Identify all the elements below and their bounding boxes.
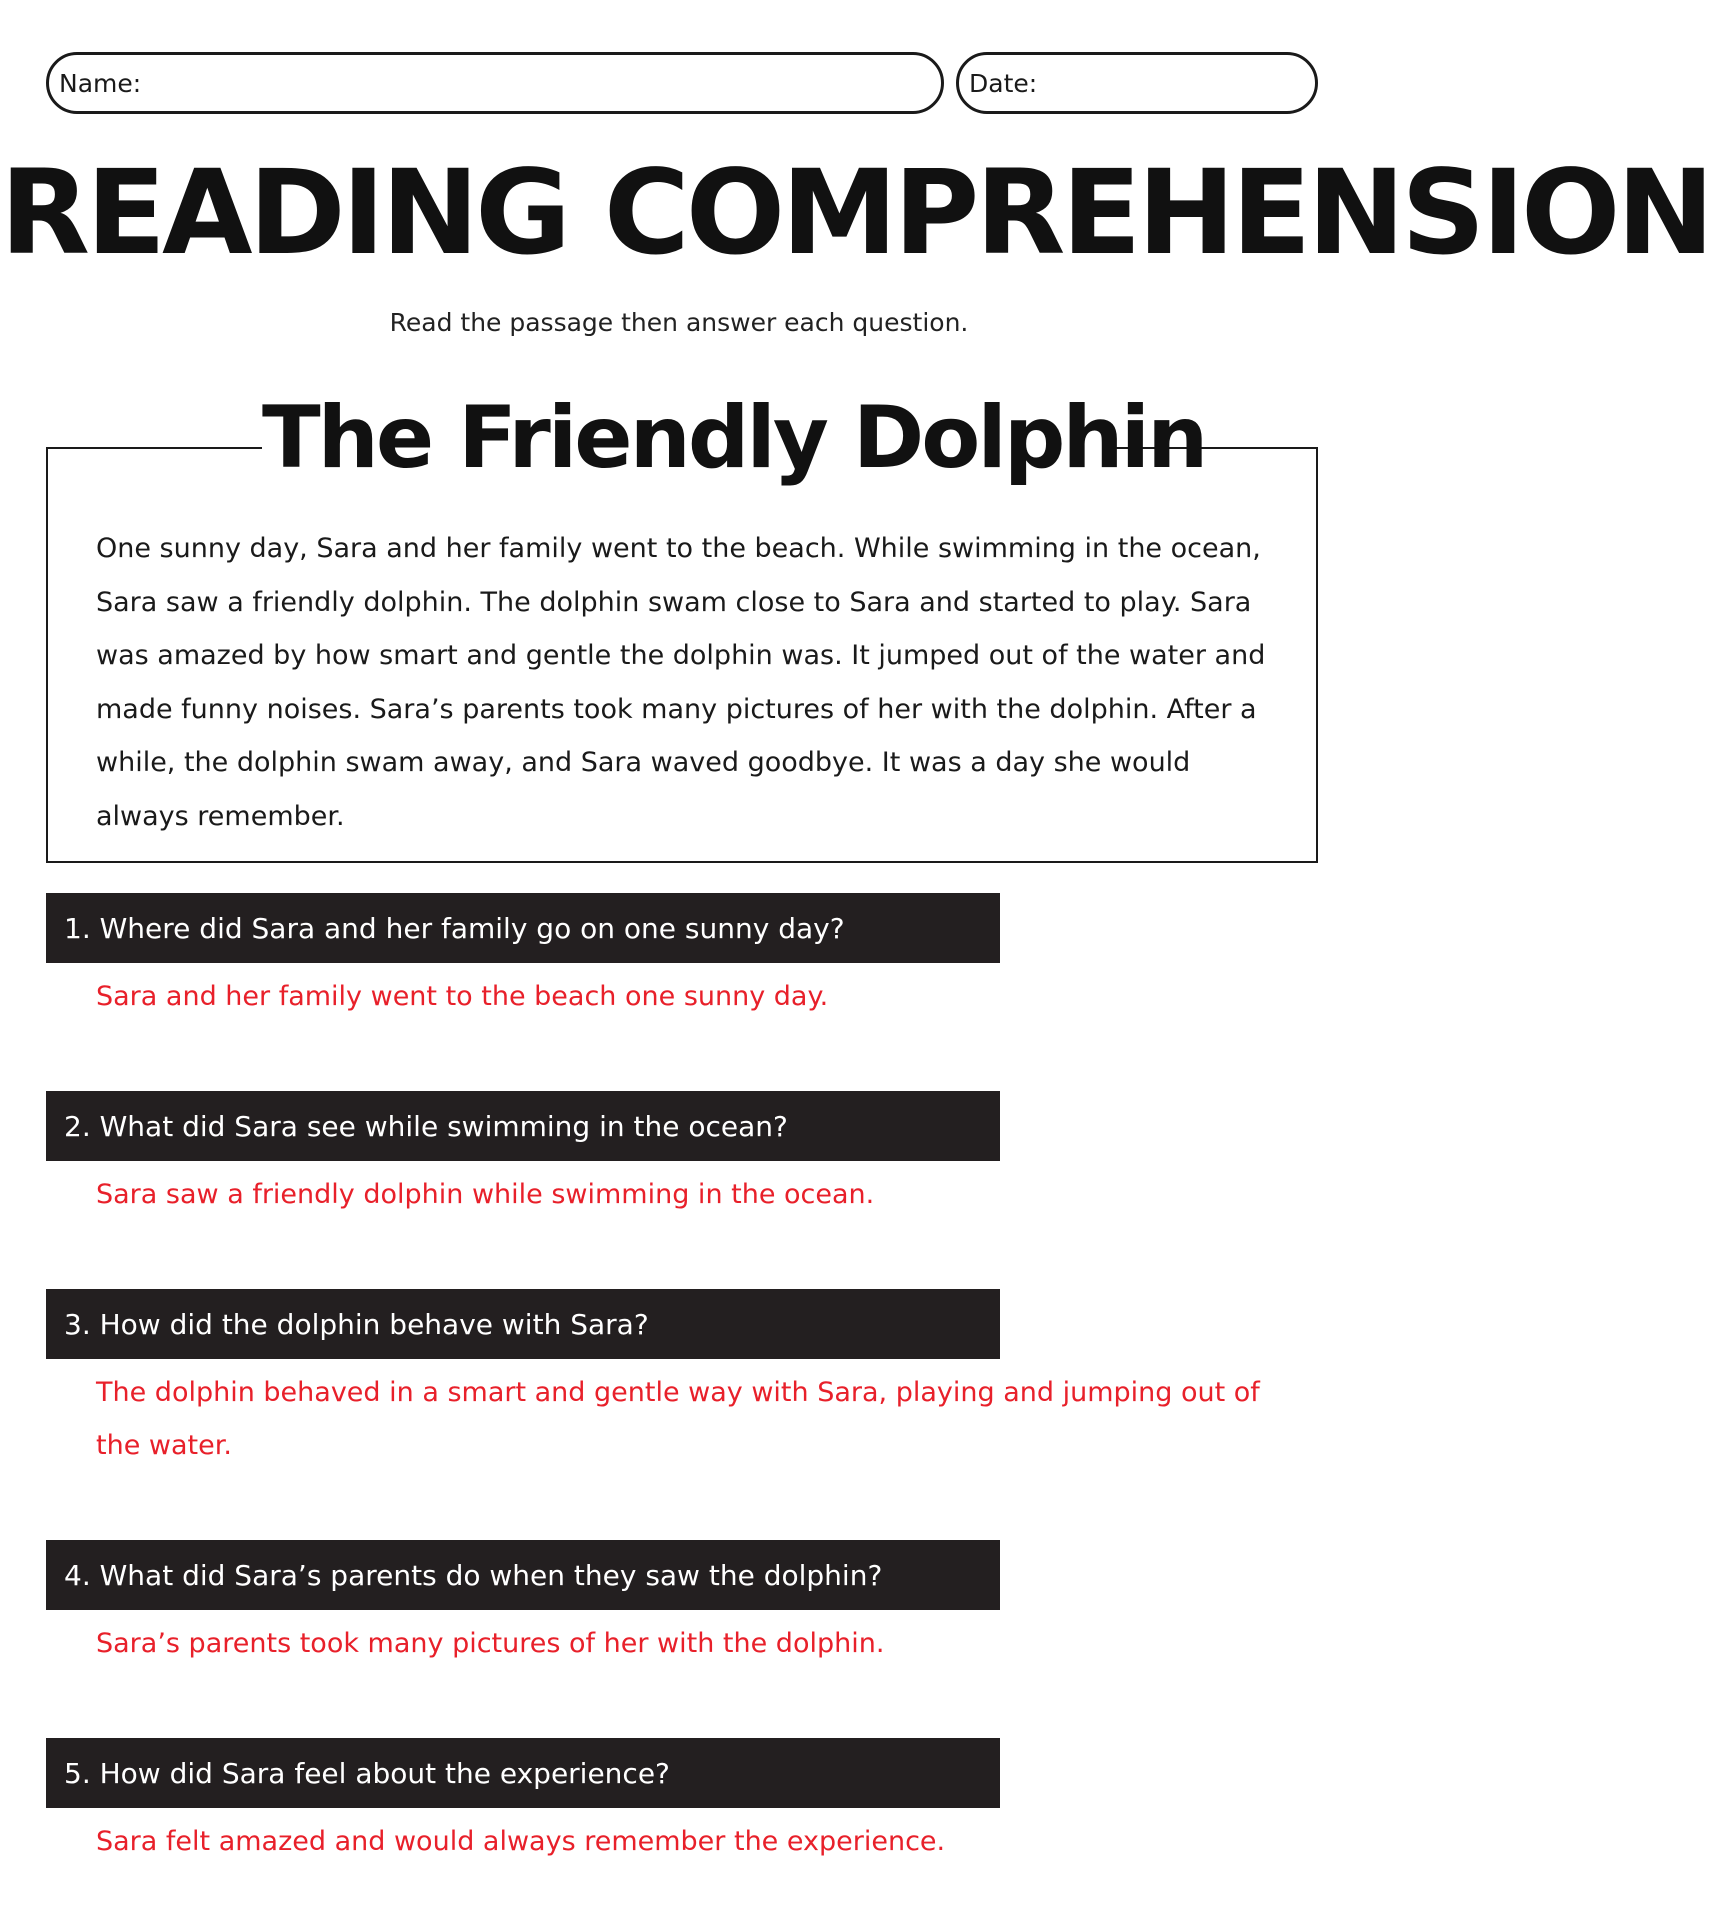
answer-3: The dolphin behaved in a smart and gentle way with Sara, playing and jumping out of the water.	[96, 1377, 1260, 1461]
question-2: 2. What did Sara see while swimming in the ocean?	[46, 1091, 1000, 1161]
answer-1: Sara and her family went to the beach one sunny day.	[96, 981, 829, 1012]
question-1: 1. Where did Sara and her family go on one sunny day?	[46, 893, 1000, 963]
instructions: Read the passage then answer each question.	[389, 308, 969, 337]
question-3: 3. How did the dolphin behave with Sara?	[46, 1289, 1000, 1359]
date-field[interactable]	[956, 52, 1318, 114]
date-label: Date:	[969, 68, 1038, 98]
name-field[interactable]	[46, 52, 944, 114]
name-label: Name:	[59, 68, 142, 98]
answer-4: Sara’s parents took many pictures of her with the dolphin.	[96, 1628, 885, 1659]
page-title: READING COMPREHENSION	[0, 144, 1710, 281]
answer-2: Sara saw a friendly dolphin while swimming in the ocean.	[96, 1179, 875, 1210]
question-4: 4. What did Sara’s parents do when they saw the dolphin?	[46, 1540, 1000, 1610]
answer-5: Sara felt amazed and would always remember the experience.	[96, 1826, 946, 1857]
passage-text: One sunny day, Sara and her family went to the beach. While swimming in the ocean, Sara saw a friendly dolphin. The dolphin swam close to Sara and started to play. Sara was amazed by how smart and gentle the dolphin was. It jumped out of the water and made funny noises. Sara’s parents took many pictures of her with the dolphin. After a while, the dolphin swam away, and Sara waved goodbye. It was a day she would always remember.	[96, 533, 1266, 832]
story-title: The Friendly Dolphin	[262, 378, 1102, 498]
question-5: 5. How did Sara feel about the experience?	[46, 1738, 1000, 1808]
